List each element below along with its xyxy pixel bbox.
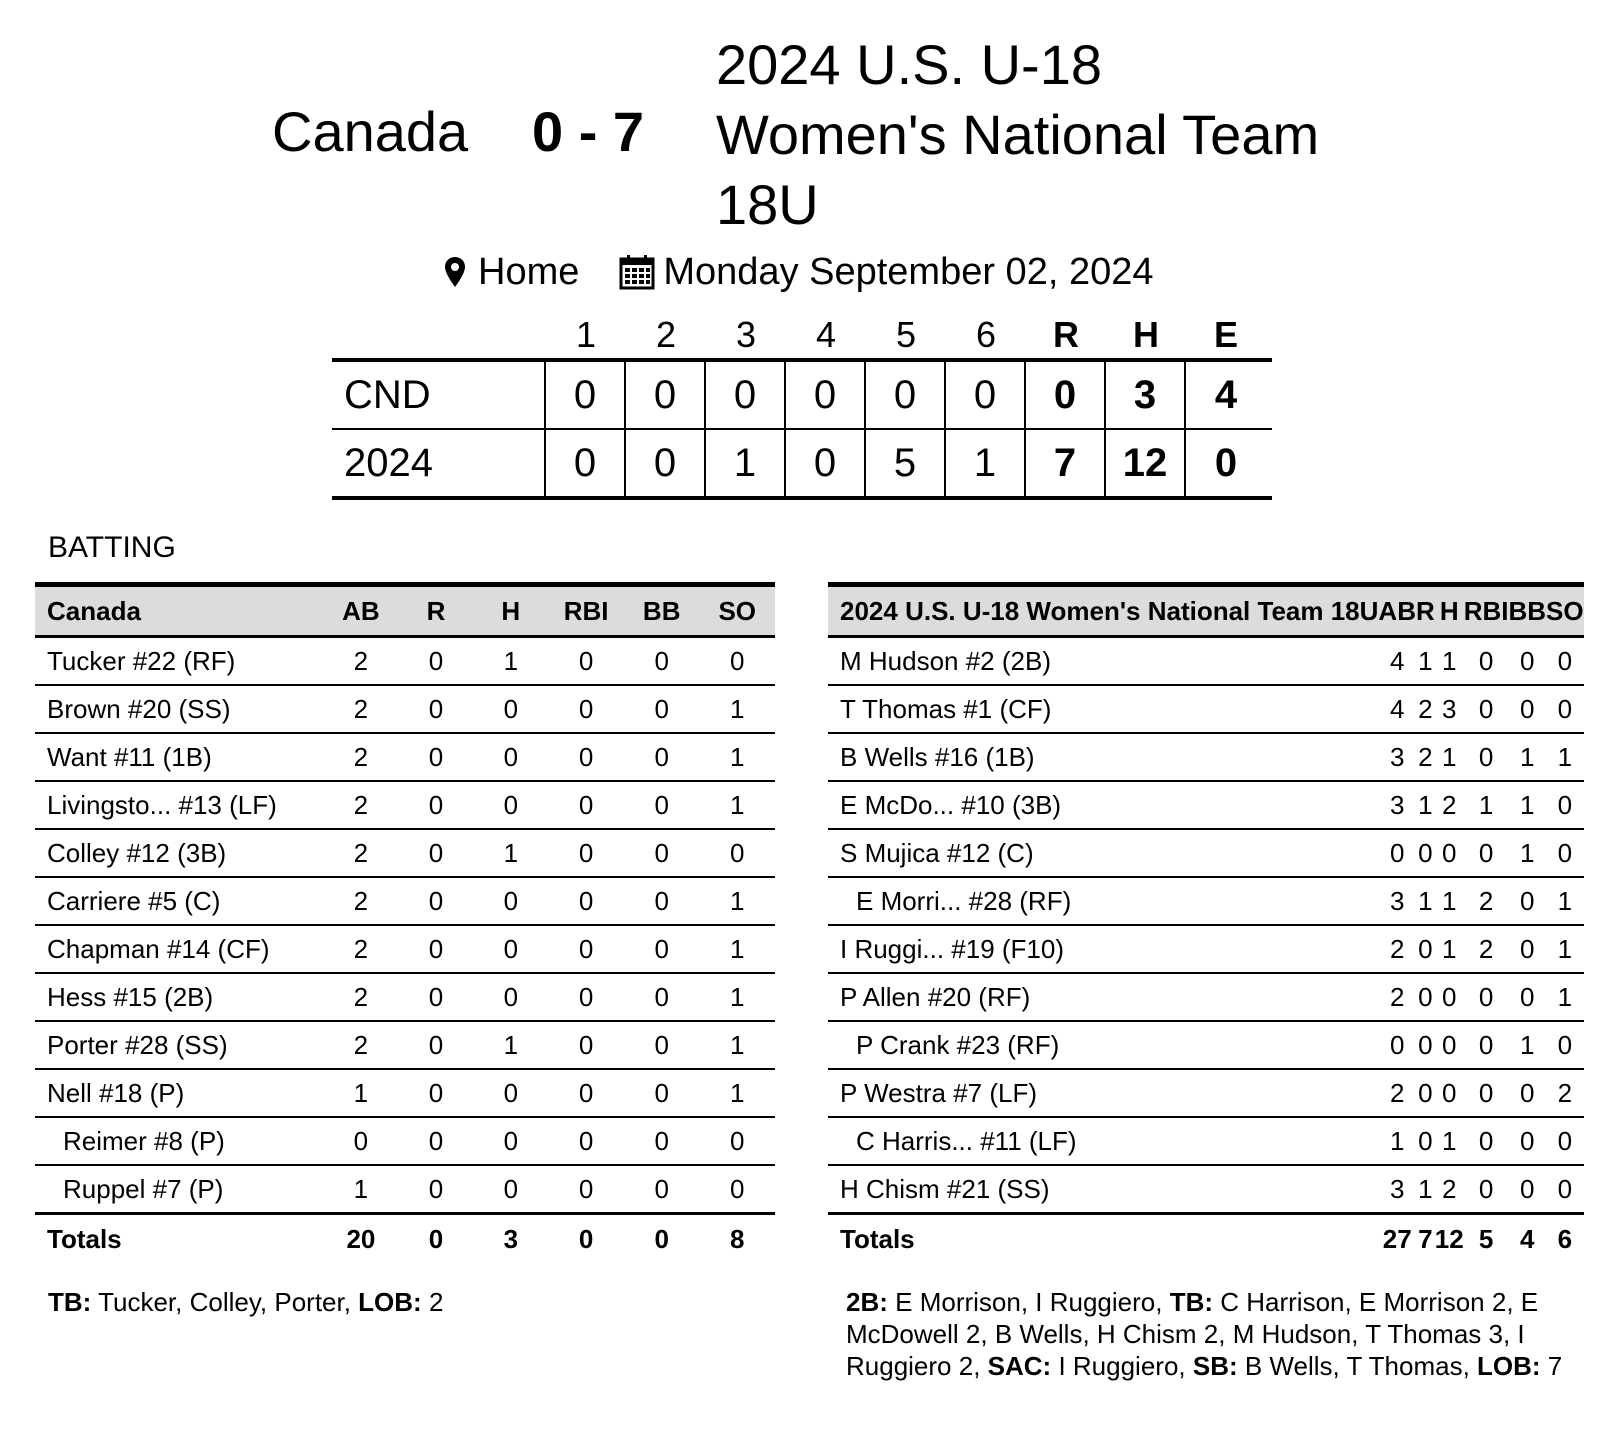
total-errors: 4 [1214, 373, 1238, 417]
so-column-header: SO [1546, 585, 1584, 637]
h-column-header: H [473, 585, 548, 637]
note-label: LOB: [358, 1287, 422, 1317]
player-stat-so: 0 [699, 1117, 775, 1165]
player-stat-h: 0 [473, 973, 548, 1021]
player-stat-ab: 0 [1378, 829, 1416, 877]
player-name: Colley #12 (3B) [35, 829, 323, 877]
player-stat-h: 0 [473, 1165, 548, 1214]
player-stat-h: 1 [1435, 733, 1464, 781]
player-stat-r: 1 [1416, 1165, 1435, 1214]
player-row [35, 1069, 775, 1117]
r-column-header: R [399, 585, 474, 637]
player-stat-bb: 0 [1508, 877, 1546, 925]
player-stat-so: 1 [699, 1021, 775, 1069]
inning-runs: 0 [706, 362, 786, 428]
hits-header: H [1133, 314, 1159, 355]
player-stat-r: 0 [399, 685, 474, 733]
player-row [828, 637, 1584, 686]
total-runs: 7 [1026, 430, 1106, 496]
ab-column-header: AB [1378, 585, 1416, 637]
ab-column-header: AB [323, 585, 398, 637]
home-batting-notes [846, 1286, 1576, 1382]
player-stat-r: 0 [399, 973, 474, 1021]
player-stat-rbi: 0 [548, 829, 624, 877]
player-name: Want #11 (1B) [35, 733, 323, 781]
player-stat-bb: 0 [624, 973, 699, 1021]
inning-runs: 0 [786, 362, 866, 428]
player-stat-bb: 0 [624, 781, 699, 829]
player-row [828, 925, 1584, 973]
away-team-name: Canada [272, 100, 469, 163]
player-stat-r: 0 [1416, 1069, 1435, 1117]
player-stat-bb: 0 [624, 829, 699, 877]
player-stat-so: 0 [1546, 1165, 1584, 1214]
note-text: 7 [1540, 1351, 1563, 1381]
player-stat-bb: 0 [624, 1117, 699, 1165]
player-stat-so: 1 [699, 1069, 775, 1117]
player-stat-rbi: 0 [1464, 733, 1509, 781]
player-stat-so: 0 [699, 1165, 775, 1214]
bb-column-header: BB [624, 585, 699, 637]
game-info [444, 250, 1153, 294]
line-score-row-away [332, 362, 1272, 428]
totals-label: Totals [828, 1214, 1378, 1264]
player-stat-r: 0 [399, 925, 474, 973]
bb-column-header: BB [1508, 585, 1546, 637]
game-date: Monday September 02, 2024 [663, 251, 1154, 293]
inning-header: 1 [575, 314, 597, 355]
player-stat-rbi: 0 [548, 877, 624, 925]
total-stat-so: 8 [699, 1214, 775, 1264]
note-label: 2B: [846, 1287, 888, 1317]
note-label: TB: [48, 1287, 92, 1317]
away-batting-table [35, 582, 775, 1263]
player-stat-bb: 0 [624, 733, 699, 781]
player-row [828, 829, 1584, 877]
player-stat-h: 1 [1435, 637, 1464, 686]
player-stat-ab: 4 [1378, 637, 1416, 686]
player-row [828, 1165, 1584, 1214]
player-stat-rbi: 0 [548, 1021, 624, 1069]
totals-row [35, 1214, 775, 1264]
line-score-team: 2024 [332, 430, 546, 496]
player-name: Nell #18 (P) [35, 1069, 323, 1117]
player-stat-ab: 3 [1378, 877, 1416, 925]
player-stat-bb: 0 [624, 925, 699, 973]
player-row [35, 829, 775, 877]
player-stat-bb: 0 [624, 1069, 699, 1117]
player-stat-h: 1 [473, 1021, 548, 1069]
player-name: E Morri... #28 (RF) [828, 877, 1378, 925]
player-stat-so: 2 [1546, 1069, 1584, 1117]
rbi-column-header: RBI [1464, 585, 1509, 637]
player-stat-ab: 2 [323, 637, 398, 686]
player-stat-so: 1 [699, 925, 775, 973]
total-stat-ab: 27 [1378, 1214, 1416, 1264]
total-stat-so: 6 [1546, 1214, 1584, 1264]
player-name: I Ruggi... #19 (F10) [828, 925, 1378, 973]
player-stat-r: 0 [1416, 973, 1435, 1021]
player-row [35, 877, 775, 925]
player-stat-so: 0 [1546, 685, 1584, 733]
player-stat-r: 0 [1416, 1021, 1435, 1069]
total-stat-ab: 20 [323, 1214, 398, 1264]
player-stat-rbi: 0 [548, 1165, 624, 1214]
player-stat-ab: 2 [1378, 925, 1416, 973]
line-score [332, 312, 1272, 500]
player-row [35, 733, 775, 781]
total-stat-r: 7 [1416, 1214, 1435, 1264]
player-stat-rbi: 0 [1464, 1021, 1509, 1069]
player-stat-h: 1 [1435, 1117, 1464, 1165]
player-stat-h: 1 [473, 637, 548, 686]
note-label: SB: [1192, 1351, 1238, 1381]
player-stat-bb: 0 [1508, 637, 1546, 686]
player-row [828, 877, 1584, 925]
player-stat-rbi: 2 [1464, 925, 1509, 973]
totals-label: Totals [35, 1214, 323, 1264]
note-label: TB: [1169, 1287, 1214, 1317]
player-stat-rbi: 0 [548, 925, 624, 973]
player-stat-h: 0 [473, 1117, 548, 1165]
away-batting-notes [48, 1286, 748, 1318]
player-row [35, 685, 775, 733]
player-stat-h: 0 [473, 925, 548, 973]
player-name: P Allen #20 (RF) [828, 973, 1378, 1021]
player-row [35, 1165, 775, 1214]
inning-header: 2 [655, 314, 677, 355]
batting-section-title: BATTING [48, 531, 176, 564]
inning-runs: 0 [626, 362, 706, 428]
player-stat-bb: 0 [624, 637, 699, 686]
player-stat-h: 1 [1435, 877, 1464, 925]
inning-runs: 5 [866, 430, 946, 496]
player-stat-r: 0 [399, 877, 474, 925]
player-name: Tucker #22 (RF) [35, 637, 323, 686]
player-stat-rbi: 0 [548, 973, 624, 1021]
player-stat-bb: 0 [1508, 1165, 1546, 1214]
line-score-team: CND [332, 362, 546, 428]
player-name: Brown #20 (SS) [35, 685, 323, 733]
player-stat-r: 0 [399, 1165, 474, 1214]
player-stat-bb: 0 [624, 1021, 699, 1069]
note-text: I Ruggiero, [1051, 1351, 1193, 1381]
player-stat-rbi: 0 [548, 637, 624, 686]
player-stat-r: 0 [399, 1117, 474, 1165]
player-stat-ab: 2 [323, 733, 398, 781]
player-stat-r: 0 [399, 1021, 474, 1069]
game-location: Home [478, 251, 580, 293]
player-stat-rbi: 0 [1464, 829, 1509, 877]
player-stat-ab: 3 [1378, 733, 1416, 781]
player-stat-h: 0 [473, 781, 548, 829]
inning-runs: 0 [546, 430, 626, 496]
player-stat-ab: 3 [1378, 781, 1416, 829]
player-name: Porter #28 (SS) [35, 1021, 323, 1069]
player-name: H Chism #21 (SS) [828, 1165, 1378, 1214]
player-stat-rbi: 0 [1464, 1165, 1509, 1214]
total-stat-h: 12 [1435, 1214, 1464, 1264]
player-stat-h: 1 [1435, 925, 1464, 973]
errors-header: E [1213, 314, 1238, 355]
player-stat-ab: 2 [323, 973, 398, 1021]
player-stat-so: 1 [699, 733, 775, 781]
player-stat-bb: 0 [624, 1165, 699, 1214]
player-row [828, 685, 1584, 733]
player-stat-so: 1 [1546, 973, 1584, 1021]
note-text: 2 [421, 1287, 444, 1317]
player-stat-ab: 2 [323, 877, 398, 925]
line-score-row-home [332, 428, 1272, 496]
total-hits: 3 [1106, 362, 1186, 428]
player-stat-ab: 2 [323, 781, 398, 829]
player-stat-r: 0 [1416, 829, 1435, 877]
inning-runs: 0 [866, 362, 946, 428]
player-row [35, 925, 775, 973]
total-hits: 12 [1106, 430, 1186, 496]
total-stat-rbi: 5 [1464, 1214, 1509, 1264]
rbi-column-header: RBI [548, 585, 624, 637]
player-stat-r: 1 [1416, 781, 1435, 829]
player-stat-r: 0 [1416, 1117, 1435, 1165]
player-stat-so: 1 [699, 877, 775, 925]
total-stat-r: 0 [399, 1214, 474, 1264]
player-stat-r: 0 [1416, 925, 1435, 973]
inning-header: 5 [895, 314, 917, 355]
player-stat-bb: 0 [1508, 925, 1546, 973]
player-stat-so: 0 [699, 829, 775, 877]
note-text: B Wells, T Thomas, [1237, 1351, 1478, 1381]
player-stat-so: 1 [699, 973, 775, 1021]
total-errors: 0 [1214, 441, 1238, 485]
player-stat-bb: 0 [1508, 1069, 1546, 1117]
team-column-header: Canada [35, 585, 323, 637]
home-team-name [716, 30, 1376, 240]
player-stat-rbi: 0 [1464, 637, 1509, 686]
h-column-header: H [1435, 585, 1464, 637]
player-stat-rbi: 0 [548, 685, 624, 733]
player-stat-h: 0 [1435, 829, 1464, 877]
total-stat-bb: 4 [1508, 1214, 1546, 1264]
player-stat-ab: 0 [323, 1117, 398, 1165]
player-stat-rbi: 2 [1464, 877, 1509, 925]
inning-header: 3 [735, 314, 757, 355]
totals-row [828, 1214, 1584, 1264]
player-stat-r: 0 [399, 1069, 474, 1117]
player-stat-r: 0 [399, 637, 474, 686]
map-pin-icon [444, 256, 466, 288]
player-name: E McDo... #10 (3B) [828, 781, 1378, 829]
player-stat-bb: 0 [624, 877, 699, 925]
inning-runs: 1 [946, 430, 1026, 496]
player-stat-rbi: 0 [1464, 1117, 1509, 1165]
player-stat-bb: 1 [1508, 829, 1546, 877]
player-stat-r: 1 [1416, 637, 1435, 686]
batting-header-row [35, 585, 775, 637]
home-team-name-line: 2024 U.S. U-18 [716, 33, 1102, 96]
player-stat-ab: 1 [1378, 1117, 1416, 1165]
player-stat-bb: 1 [1508, 781, 1546, 829]
player-row [828, 1021, 1584, 1069]
inning-runs: 0 [546, 362, 626, 428]
player-stat-rbi: 0 [1464, 973, 1509, 1021]
player-stat-so: 0 [699, 637, 775, 686]
player-stat-ab: 2 [323, 829, 398, 877]
total-stat-rbi: 0 [548, 1214, 624, 1264]
player-stat-ab: 2 [323, 685, 398, 733]
player-stat-ab: 2 [1378, 1069, 1416, 1117]
player-stat-r: 0 [399, 733, 474, 781]
player-stat-rbi: 0 [1464, 1069, 1509, 1117]
note-text: C Harrison, E Morrison 2, E McDowell 2, B Wells, H Chism 2, M Hudson, T Thomas 3, I Ruggiero 2, [846, 1287, 1546, 1381]
player-row [828, 1117, 1584, 1165]
player-stat-so: 1 [699, 685, 775, 733]
total-stat-bb: 0 [624, 1214, 699, 1264]
player-name: P Crank #23 (RF) [828, 1021, 1378, 1069]
player-stat-h: 0 [473, 733, 548, 781]
player-name: C Harris... #11 (LF) [828, 1117, 1378, 1165]
player-stat-h: 0 [1435, 1021, 1464, 1069]
player-stat-r: 0 [399, 781, 474, 829]
player-row [35, 781, 775, 829]
player-name: P Westra #7 (LF) [828, 1069, 1378, 1117]
r-column-header: R [1416, 585, 1435, 637]
inning-runs: 0 [946, 362, 1026, 428]
player-row [828, 1069, 1584, 1117]
player-stat-r: 2 [1416, 685, 1435, 733]
home-team-name-line: 18U [716, 173, 819, 236]
player-stat-bb: 0 [1508, 1117, 1546, 1165]
player-stat-rbi: 0 [548, 1069, 624, 1117]
note-label: SAC: [987, 1351, 1052, 1381]
note-label: LOB: [1477, 1351, 1541, 1381]
player-stat-r: 2 [1416, 733, 1435, 781]
player-stat-ab: 2 [1378, 973, 1416, 1021]
player-row [35, 973, 775, 1021]
player-stat-ab: 0 [1378, 1021, 1416, 1069]
player-stat-r: 0 [399, 829, 474, 877]
player-stat-h: 0 [1435, 1069, 1464, 1117]
player-row [828, 973, 1584, 1021]
player-stat-h: 0 [473, 877, 548, 925]
player-name: Hess #15 (2B) [35, 973, 323, 1021]
player-stat-so: 1 [699, 781, 775, 829]
player-name: Reimer #8 (P) [35, 1117, 323, 1165]
total-runs: 0 [1026, 362, 1106, 428]
player-stat-h: 2 [1435, 1165, 1464, 1214]
player-stat-so: 0 [1546, 829, 1584, 877]
inning-runs: 1 [706, 430, 786, 496]
player-row [35, 1117, 775, 1165]
player-stat-bb: 1 [1508, 1021, 1546, 1069]
player-stat-ab: 3 [1378, 1165, 1416, 1214]
home-team-name-line: Women's National Team [716, 103, 1320, 166]
inning-runs: 0 [786, 430, 866, 496]
player-name: Ruppel #7 (P) [35, 1165, 323, 1214]
player-stat-bb: 0 [1508, 685, 1546, 733]
player-name: B Wells #16 (1B) [828, 733, 1378, 781]
player-row [35, 637, 775, 686]
player-stat-ab: 4 [1378, 685, 1416, 733]
player-stat-so: 1 [1546, 733, 1584, 781]
player-stat-bb: 0 [624, 685, 699, 733]
player-stat-h: 2 [1435, 781, 1464, 829]
player-stat-rbi: 0 [548, 733, 624, 781]
player-stat-so: 1 [1546, 925, 1584, 973]
player-stat-h: 0 [1435, 973, 1464, 1021]
player-stat-rbi: 0 [548, 781, 624, 829]
player-stat-h: 0 [473, 1069, 548, 1117]
inning-header: 6 [975, 314, 997, 355]
player-stat-rbi: 0 [548, 1117, 624, 1165]
player-name: Carriere #5 (C) [35, 877, 323, 925]
player-stat-ab: 1 [323, 1069, 398, 1117]
player-stat-rbi: 0 [1464, 685, 1509, 733]
player-stat-h: 3 [1435, 685, 1464, 733]
runs-header: R [1053, 314, 1079, 355]
calendar-icon [619, 254, 655, 290]
batting-header-row [828, 585, 1584, 637]
player-stat-so: 0 [1546, 1021, 1584, 1069]
player-stat-h: 0 [473, 685, 548, 733]
so-column-header: SO [699, 585, 775, 637]
player-stat-ab: 1 [323, 1165, 398, 1214]
inning-header: 4 [815, 314, 837, 355]
player-stat-ab: 2 [323, 1021, 398, 1069]
player-stat-so: 1 [1546, 877, 1584, 925]
player-name: M Hudson #2 (2B) [828, 637, 1378, 686]
player-stat-so: 0 [1546, 1117, 1584, 1165]
home-batting-table [828, 582, 1584, 1263]
player-stat-so: 0 [1546, 781, 1584, 829]
player-stat-ab: 2 [323, 925, 398, 973]
player-row [35, 1021, 775, 1069]
line-score-header [332, 312, 1272, 358]
player-row [828, 733, 1584, 781]
final-score: 0 - 7 [532, 100, 645, 163]
player-name: S Mujica #12 (C) [828, 829, 1378, 877]
team-column-header: 2024 U.S. U-18 Women's National Team 18U [828, 585, 1378, 637]
inning-runs: 0 [626, 430, 706, 496]
player-stat-h: 1 [473, 829, 548, 877]
total-stat-h: 3 [473, 1214, 548, 1264]
player-name: Livingsto... #13 (LF) [35, 781, 323, 829]
player-row [828, 781, 1584, 829]
player-stat-so: 0 [1546, 637, 1584, 686]
player-stat-rbi: 1 [1464, 781, 1509, 829]
player-name: T Thomas #1 (CF) [828, 685, 1378, 733]
note-text: Tucker, Colley, Porter, [91, 1287, 359, 1317]
note-text: E Morrison, I Ruggiero, [887, 1287, 1170, 1317]
player-stat-bb: 0 [1508, 973, 1546, 1021]
player-name: Chapman #14 (CF) [35, 925, 323, 973]
player-stat-r: 1 [1416, 877, 1435, 925]
player-stat-bb: 1 [1508, 733, 1546, 781]
